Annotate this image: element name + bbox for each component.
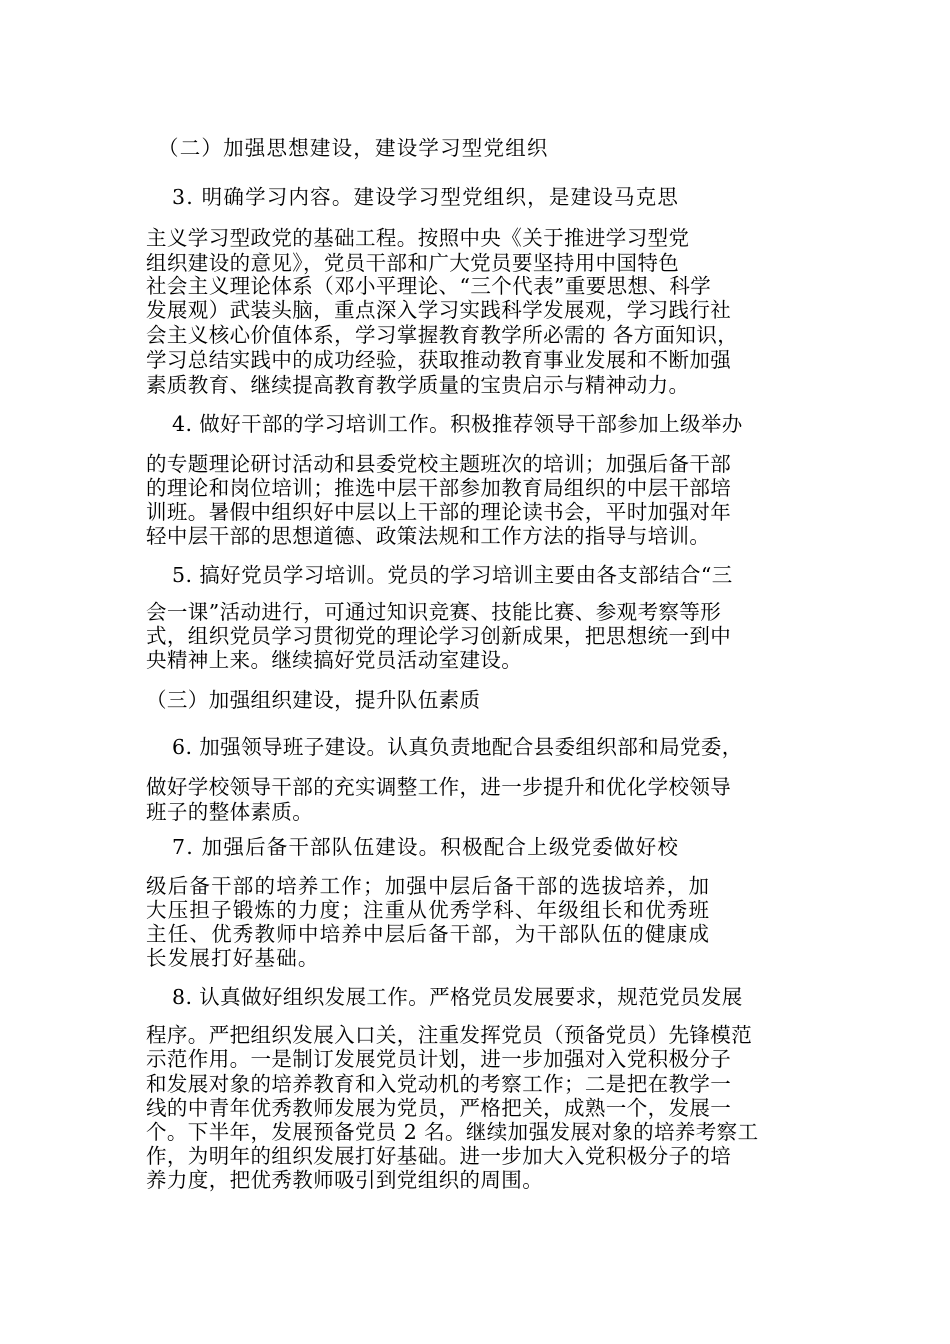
item-3-line: 组织建设的意见》，党员干部和广大党员要坚持用中国特色 [146,251,680,275]
item-7-line: 级后备干部的培养工作；加强中层后备干部的选拔培养，加 [146,874,711,898]
item-3-line: 素质教育、继续提高教育教学质量的宝贵启示与精神动力。 [146,373,690,397]
item-7-line: 主任、优秀教师中培养中层后备干部，为干部队伍的健康成 [146,922,711,946]
item-4-line: 训班。暑假中组织好中层以上干部的理论读书会，平时加强对年 [146,500,732,524]
item-8-line: 示范作用。一是制订发展党员计划，进一步加强对入党积极分子 [146,1047,732,1071]
item-8-line: 作，为明年的组织发展打好基础。进一步加大入党积极分子的培 [146,1144,732,1168]
item-3-line: 社会主义理论体系（邓小平理论、“三个代表”重要思想、科学 [146,274,712,298]
item-8-line: 线的中青年优秀教师发展为党员，严格把关，成熟一个，发展一 [146,1096,732,1120]
item-7-line: 大压担子锻炼的力度；注重从优秀学科、年级组长和优秀班 [146,898,711,922]
item-6-heading: 6. 加强领导班子建设。认真负责地配合县委组织部和局党委， [172,735,743,759]
item-3-line: 学习总结实践中的成功经验，获取推动教育事业发展和不断加强 [146,348,732,372]
item-5-line: 式，组织党员学习贯彻党的理论学习创新成果，把思想统一到中 [146,624,732,648]
item-3-line: 会主义核心价值体系，学习掌握教育教学所必需的 各方面知识， [146,323,739,347]
item-8-line: 和发展对象的培养教育和入党动机的考察工作；二是把在教学一 [146,1072,732,1096]
item-6-line: 班子的整体素质。 [146,800,314,824]
item-3-line: 主义学习型政党的基础工程。按照中央《关于推进学习型党 [146,226,690,250]
item-8-line: 程序。严把组织发展入口关，注重发挥党员（预备党员）先锋模范 [146,1023,753,1047]
section-heading-two: （二）加强思想建设，建设学习型党组织 [158,136,549,160]
item-8-heading: 8. 认真做好组织发展工作。严格党员发展要求，规范党员发展 [172,985,743,1009]
item-4-line: 轻中层干部的思想道德、政策法规和工作方法的指导与培训。 [146,524,711,548]
item-8-line: 养力度，把优秀教师吸引到党组织的周围。 [146,1168,544,1192]
item-7-heading: 7. 加强后备干部队伍建设。积极配合上级党委做好校 [172,835,680,859]
item-3-heading: 3. 明确学习内容。建设学习型党组织，是建设马克思 [172,185,680,209]
item-4-line: 的专题理论研讨活动和县委党校主题班次的培训；加强后备干部 [146,452,732,476]
item-4-heading: 4. 做好干部的学习培训工作。积极推荐领导干部参加上级举办 [172,412,743,436]
item-5-line: 央精神上来。继续搞好党员活动室建设。 [146,648,523,672]
item-5-line: 会一课”活动进行，可通过知识竞赛、技能比赛、参观考察等形 [146,600,722,624]
item-6-line: 做好学校领导干部的充实调整工作，进一步提升和优化学校领导 [146,775,732,799]
item-8-line: 个。下半年，发展预备党员 2 名。继续加强发展对象的培养考察工 [146,1120,759,1144]
item-7-line: 长发展打好基础。 [146,946,320,970]
section-heading-three: （三）加强组织建设，提升队伍素质 [146,688,481,712]
item-5-heading: 5. 搞好党员学习培训。党员的学习培训主要由各支部结合“三 [172,563,733,587]
item-3-line: 发展观）武装头脑，重点深入学习实践科学发展观，学习践行社 [146,298,732,322]
item-4-line: 的理论和岗位培训；推选中层干部参加教育局组织的中层干部培 [146,476,732,500]
